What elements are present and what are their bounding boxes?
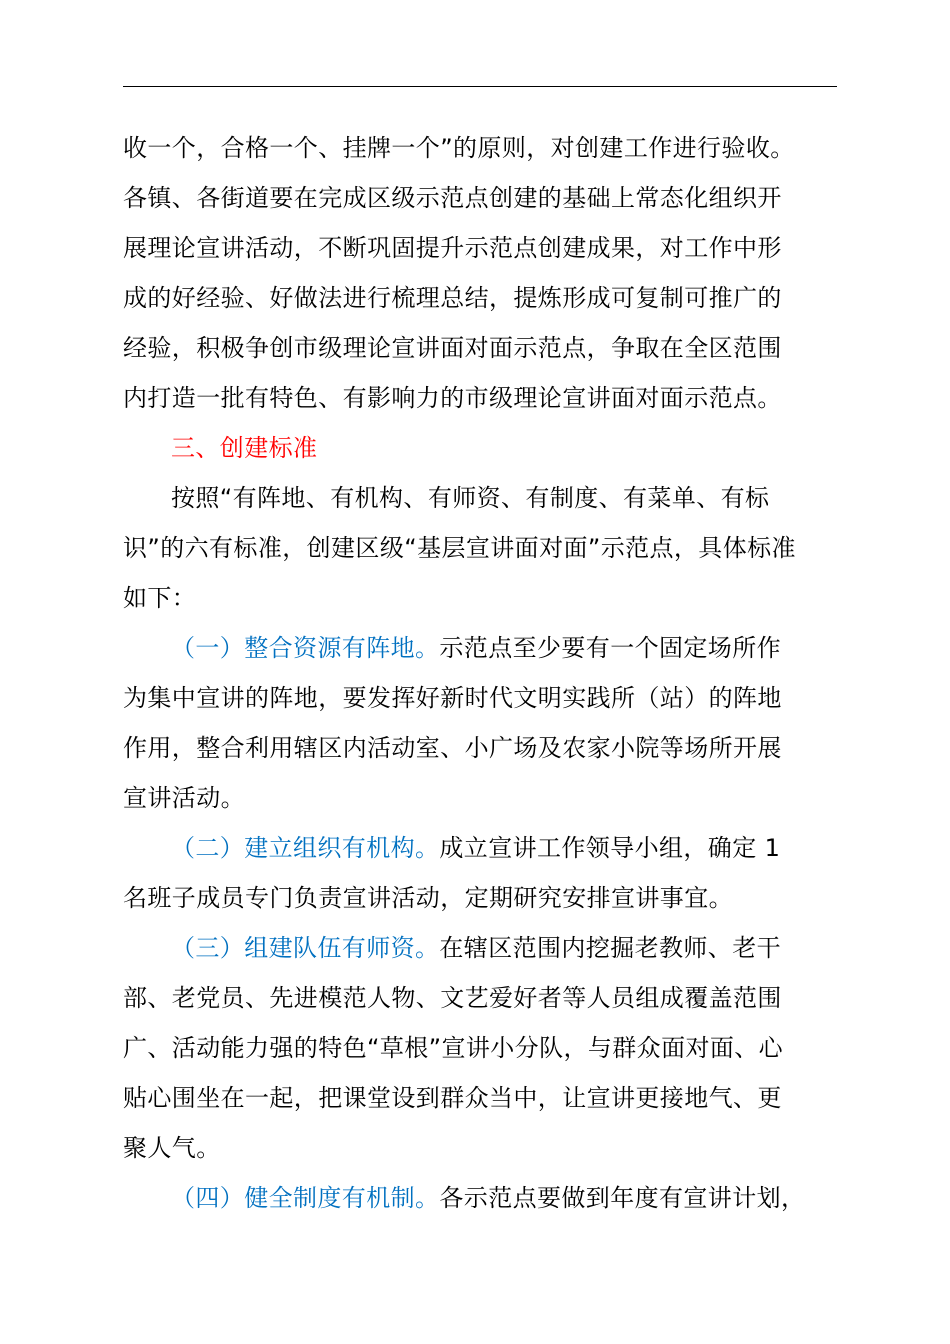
item-1-title: （一）整合资源有阵地。 [171, 634, 440, 662]
item-3-title: （三）组建队伍有师资。 [171, 934, 440, 962]
item-3-line: 聚人气。 [123, 1134, 221, 1162]
item-4-first-line [171, 1182, 805, 1214]
body-line: 各镇、各街道要在完成区级示范点创建的基础上常态化组织开 [123, 184, 782, 212]
body-line: 成的好经验、好做法进行梳理总结，提炼形成可复制可推广的 [123, 284, 782, 312]
body-line: 内打造一批有特色、有影响力的市级理论宣讲面对面示范点。 [123, 384, 782, 412]
item-3-line: 部、老党员、先进模范人物、文艺爱好者等人员组成覆盖范围 [123, 984, 782, 1012]
item-1-text: 示范点至少要有一个固定场所作 [439, 634, 782, 662]
item-1-first-line [171, 632, 781, 664]
item-3-line: 广、活动能力强的特色“草根”宣讲小分队，与群众面对面、心 [123, 1034, 784, 1062]
item-1-line: 为集中宣讲的阵地，要发挥好新时代文明实践所（站）的阵地 [123, 684, 782, 712]
body-line: 展理论宣讲活动，不断巩固提升示范点创建成果，对工作中形 [123, 234, 782, 262]
item-4-text: 各示范点要做到年度有宣讲计划， [439, 1184, 806, 1212]
item-4-title: （四）健全制度有机制。 [171, 1184, 440, 1212]
item-2-title: （二）建立组织有机构。 [171, 834, 440, 862]
intro-line: 按照“有阵地、有机构、有师资、有制度、有菜单、有标 [171, 484, 770, 512]
body-line: 经验，积极争创市级理论宣讲面对面示范点，争取在全区范围 [123, 334, 782, 362]
item-2-line: 名班子成员专门负责宣讲活动，定期研究安排宣讲事宜。 [123, 884, 733, 912]
header-rule [123, 86, 837, 87]
item-3-text: 在辖区范围内挖掘老教师、老干 [439, 934, 782, 962]
intro-line: 识”的六有标准，创建区级“基层宣讲面对面”示范点，具体标准 [123, 534, 796, 562]
item-2-text: 成立宣讲工作领导小组，确定 1 [439, 834, 781, 862]
section-heading: 三、创建标准 [171, 434, 318, 462]
intro-line: 如下： [123, 584, 197, 612]
item-3-first-line [171, 932, 781, 964]
item-1-line: 宣讲活动。 [123, 784, 245, 812]
body-line: 收一个，合格一个、挂牌一个”的原则，对创建工作进行验收。 [123, 134, 795, 162]
item-3-line: 贴心围坐在一起，把课堂设到群众当中，让宣讲更接地气、更 [123, 1084, 782, 1112]
item-1-line: 作用，整合利用辖区内活动室、小广场及农家小院等场所开展 [123, 734, 782, 762]
item-2-first-line [171, 832, 780, 864]
